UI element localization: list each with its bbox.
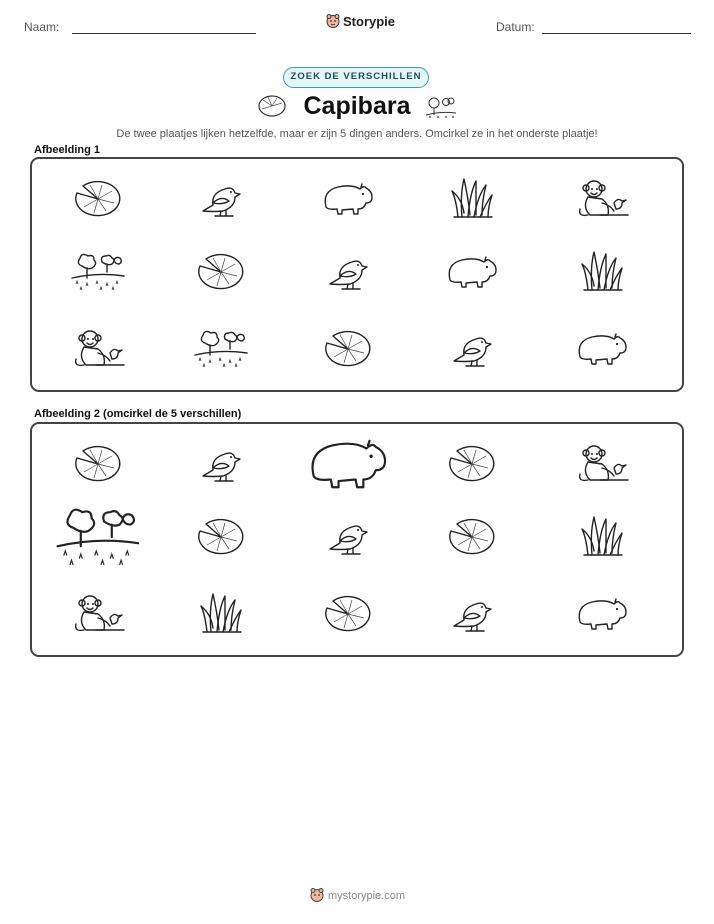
footer [310,888,405,903]
name-field[interactable] [72,33,256,34]
monkey-icon [574,175,630,223]
bird-icon[interactable] [199,444,243,484]
footer-site: mystorypie.com [328,889,406,902]
worksheet-badge: ZOEK DE VERSCHILLEN [283,67,429,88]
storypie-mascot-icon [326,14,340,29]
lily-pad-icon [324,329,372,369]
lily-pad-icon[interactable] [197,517,245,557]
picture-1-panel [30,157,684,392]
capybara-icon[interactable] [575,594,629,634]
park-icon [194,329,248,369]
picture-2-panel[interactable] [30,422,684,657]
monkey-icon [70,325,126,373]
park-icon[interactable] [56,506,140,568]
lily-pad-icon[interactable] [324,594,372,634]
lily-pad-icon[interactable] [74,444,122,484]
grass-icon [580,250,624,294]
lily-pad-icon [74,179,122,219]
grass-icon[interactable] [199,592,243,636]
monkey-icon[interactable] [574,440,630,488]
picture-2-label: Afbeelding 2 (omcirkel de 5 verschillen) [34,408,242,420]
lily-pad-icon[interactable] [448,444,496,484]
capybara-icon [321,179,375,219]
monkey-icon[interactable] [70,590,126,638]
lily-pad-icon [197,252,245,292]
bird-icon [450,329,494,369]
page-title: Capibara [303,92,411,120]
bird-icon[interactable] [326,517,370,557]
brand-name: Storypie [343,14,396,29]
storypie-mascot-icon [310,888,324,903]
date-label: Datum: [496,20,535,34]
capybara-icon [445,252,499,292]
bird-icon[interactable] [450,594,494,634]
bird-icon [326,252,370,292]
capybara-icon [575,329,629,369]
grass-icon[interactable] [580,515,624,559]
park-icon [425,95,457,124]
capybara-icon[interactable] [306,433,390,495]
picture-1-label: Afbeelding 1 [34,144,101,156]
name-label: Naam: [24,20,60,34]
grass-icon [450,177,494,221]
brand-logo [326,14,395,29]
lily-pad-icon[interactable] [448,517,496,557]
date-field[interactable] [542,33,691,34]
instructions: De twee plaatjes lijken hetzelfde, maar er zijn 5 dingen anders. Omcirkel ze in het onderste plaatje! [116,128,598,140]
park-icon [71,252,125,292]
bird-icon [199,179,243,219]
